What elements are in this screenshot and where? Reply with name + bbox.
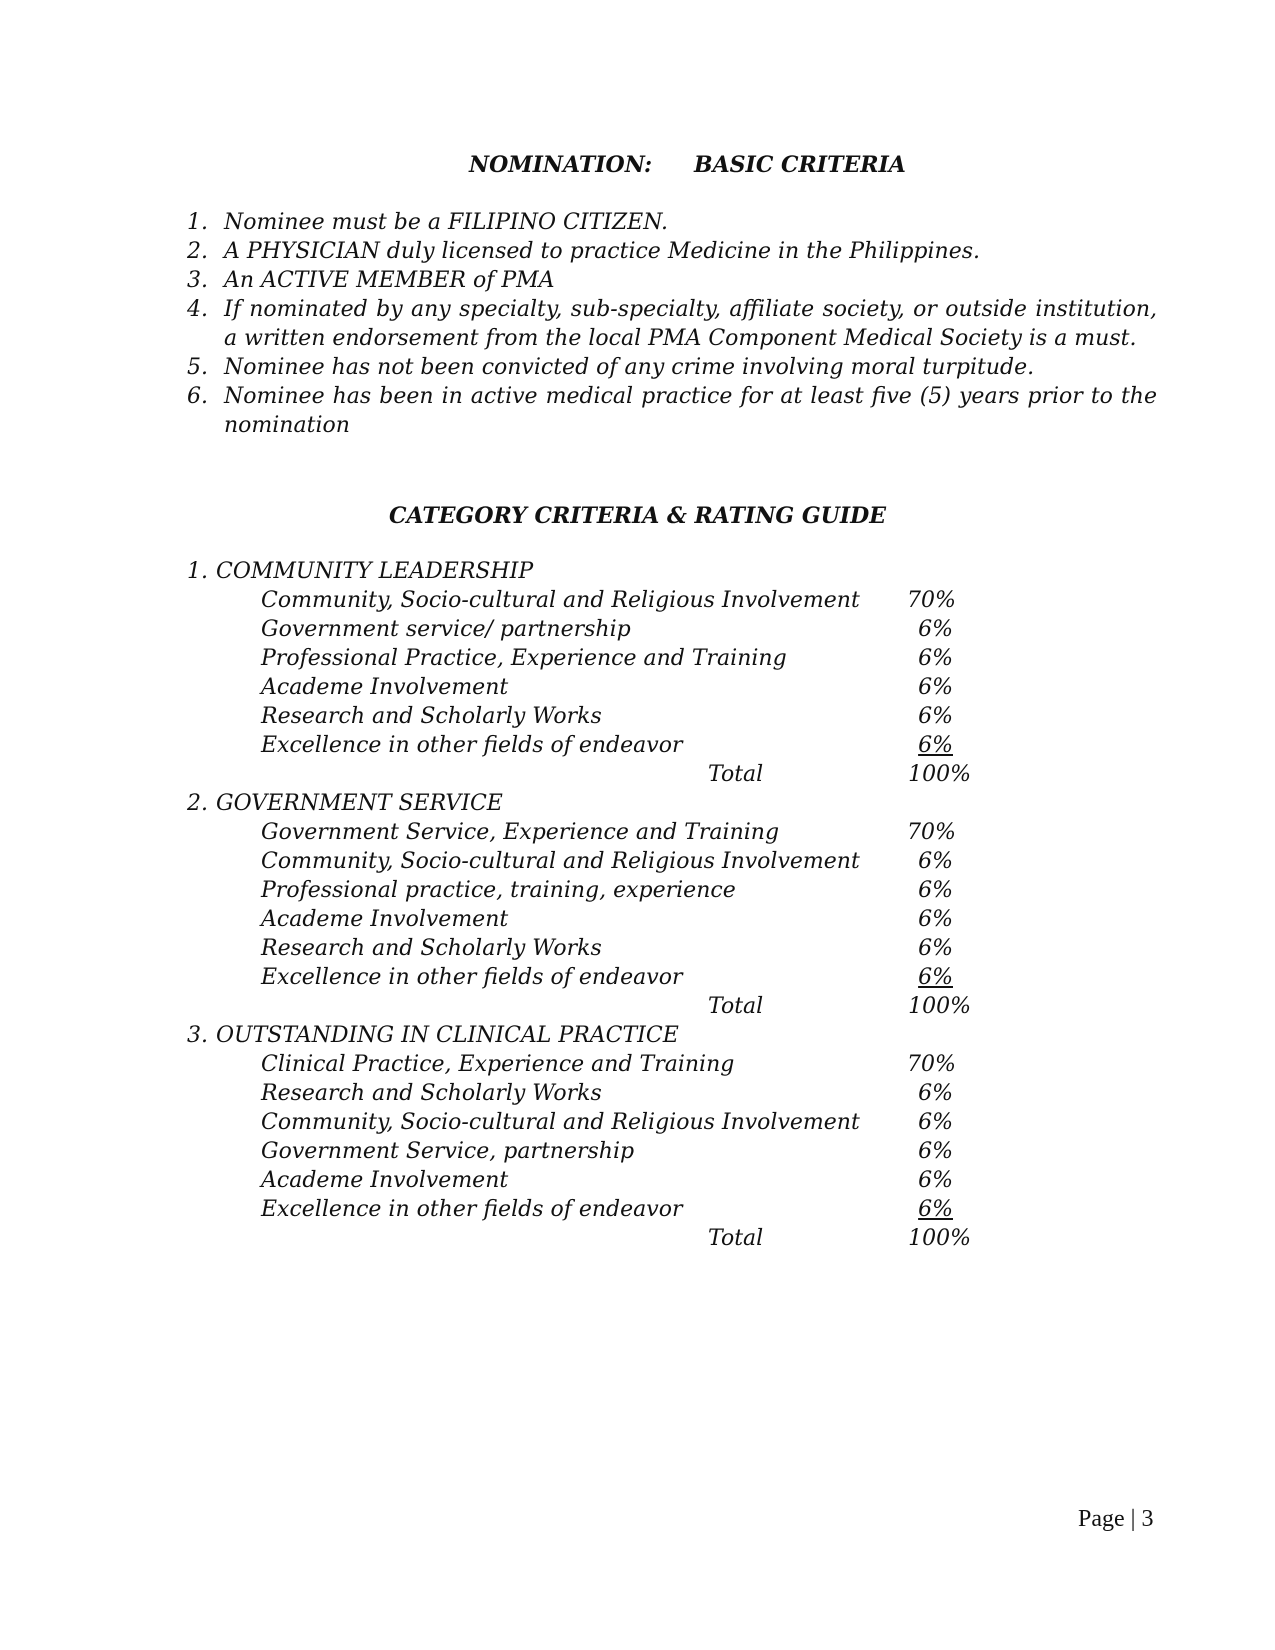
criteria-row: [187, 1079, 1087, 1108]
basic-criteria-item: [187, 295, 1157, 353]
criteria-percentage: 6%: [918, 646, 953, 671]
total-percentage: 100%: [908, 994, 971, 1019]
criteria-percentage: 70%: [907, 820, 956, 845]
criteria-row: [187, 644, 1087, 673]
criteria-name: Government Service, partnership: [261, 1139, 635, 1164]
category-heading: [187, 789, 1087, 818]
category-name: OUTSTANDING IN CLINICAL PRACTICE: [216, 1023, 679, 1048]
criteria-percentage: 6%: [918, 1110, 953, 1135]
criteria-row: [187, 934, 1087, 963]
category-criteria-title: CATEGORY CRITERIA & RATING GUIDE: [389, 503, 886, 529]
criteria-percentage: 6%: [918, 936, 953, 961]
heading-nomination: NOMINATION:: [469, 152, 653, 178]
basic-criteria-item: [187, 208, 1157, 237]
category-number: 3.: [187, 1023, 208, 1048]
basic-criteria-number: 4.: [187, 297, 208, 322]
criteria-name: Research and Scholarly Works: [261, 1081, 602, 1106]
criteria-name: Professional Practice, Experience and Training: [261, 646, 787, 671]
basic-criteria-number: 2.: [187, 239, 208, 264]
total-row: [187, 992, 1087, 1021]
total-label: Total: [708, 994, 764, 1019]
criteria-name: Excellence in other fields of endeavor: [261, 965, 683, 990]
criteria-name: Community, Socio-cultural and Religious Involvement: [261, 1110, 860, 1135]
basic-criteria-text: Nominee must be a FILIPINO CITIZEN.: [224, 210, 669, 235]
criteria-percentage: 6%: [918, 907, 953, 932]
criteria-row: [187, 586, 1087, 615]
criteria-percentage: 6%: [918, 965, 953, 990]
criteria-row: [187, 905, 1087, 934]
total-percentage: 100%: [908, 762, 971, 787]
criteria-row: [187, 731, 1087, 760]
basic-criteria-item: [187, 237, 1157, 266]
criteria-row: [187, 963, 1087, 992]
basic-criteria-item: [187, 266, 1157, 295]
total-row: [187, 1224, 1087, 1253]
criteria-percentage: 6%: [918, 849, 953, 874]
criteria-row: [187, 615, 1087, 644]
basic-criteria-number: 3.: [187, 268, 208, 293]
category-heading: [187, 1021, 1087, 1050]
total-percentage: 100%: [908, 1226, 971, 1251]
criteria-row: [187, 673, 1087, 702]
criteria-percentage: 6%: [918, 675, 953, 700]
criteria-row: [187, 1166, 1087, 1195]
criteria-name: Community, Socio-cultural and Religious Involvement: [261, 588, 860, 613]
criteria-row: [187, 702, 1087, 731]
criteria-percentage: 6%: [918, 733, 953, 758]
criteria-percentage: 70%: [907, 588, 956, 613]
basic-criteria-number: 6.: [187, 384, 208, 409]
criteria-percentage: 6%: [918, 1139, 953, 1164]
criteria-name: Research and Scholarly Works: [261, 936, 602, 961]
criteria-percentage: 6%: [918, 1081, 953, 1106]
basic-criteria-number: 5.: [187, 355, 208, 380]
criteria-name: Government service/ partnership: [261, 617, 631, 642]
criteria-row: [187, 847, 1087, 876]
basic-criteria-text: An ACTIVE MEMBER of PMA: [224, 268, 555, 293]
page-number: Page | 3: [1078, 1506, 1154, 1532]
criteria-row: [187, 1195, 1087, 1224]
total-row: [187, 760, 1087, 789]
criteria-name: Excellence in other fields of endeavor: [261, 1197, 683, 1222]
criteria-name: Academe Involvement: [261, 907, 509, 932]
criteria-percentage: 6%: [918, 617, 953, 642]
category-criteria-list: [187, 557, 1087, 1253]
criteria-name: Academe Involvement: [261, 675, 509, 700]
criteria-percentage: 6%: [918, 1168, 953, 1193]
criteria-percentage: 6%: [918, 704, 953, 729]
criteria-name: Academe Involvement: [261, 1168, 509, 1193]
basic-criteria-list: [187, 208, 1157, 440]
criteria-row: [187, 876, 1087, 905]
criteria-name: Community, Socio-cultural and Religious Involvement: [261, 849, 860, 874]
basic-criteria-text: A PHYSICIAN duly licensed to practice Medicine in the Philippines.: [224, 239, 980, 264]
total-label: Total: [708, 1226, 764, 1251]
basic-criteria-text: Nominee has been in active medical practice for at least five (5) years prior to the nomination: [224, 384, 1157, 438]
criteria-row: [187, 1137, 1087, 1166]
basic-criteria-item: [187, 382, 1157, 440]
category-name: GOVERNMENT SERVICE: [216, 791, 503, 816]
criteria-percentage: 6%: [918, 878, 953, 903]
basic-criteria-item: [187, 353, 1157, 382]
criteria-name: Clinical Practice, Experience and Training: [261, 1052, 735, 1077]
basic-criteria-number: 1.: [187, 210, 208, 235]
total-label: Total: [708, 762, 764, 787]
criteria-row: [187, 1108, 1087, 1137]
criteria-row: [187, 818, 1087, 847]
criteria-name: Professional practice, training, experience: [261, 878, 736, 903]
heading-basic-criteria: BASIC CRITERIA: [694, 152, 906, 178]
category-heading: [187, 557, 1087, 586]
criteria-percentage: 70%: [907, 1052, 956, 1077]
category-name: COMMUNITY LEADERSHIP: [216, 559, 534, 584]
basic-criteria-text: Nominee has not been convicted of any crime involving moral turpitude.: [224, 355, 1035, 380]
category-number: 2.: [187, 791, 208, 816]
criteria-name: Government Service, Experience and Training: [261, 820, 780, 845]
category-number: 1.: [187, 559, 208, 584]
criteria-name: Excellence in other fields of endeavor: [261, 733, 683, 758]
criteria-name: Research and Scholarly Works: [261, 704, 602, 729]
criteria-row: [187, 1050, 1087, 1079]
criteria-percentage: 6%: [918, 1197, 953, 1222]
basic-criteria-text: If nominated by any specialty, sub-specialty, affiliate society, or outside institution, a written endorsement from the local PMA Component Medical Society is a must.: [224, 297, 1157, 351]
